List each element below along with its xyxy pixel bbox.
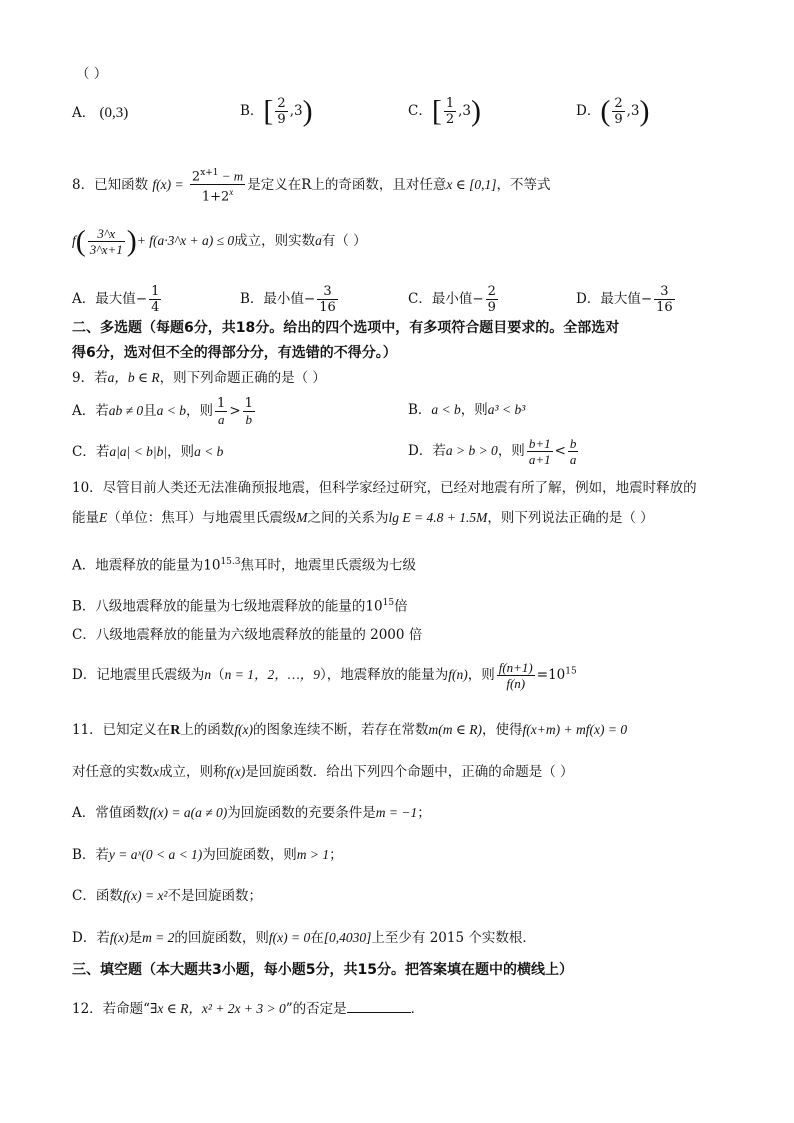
q8-option-c: C．最小值− $\frac{2}{9}$ [408,284,496,315]
q7-option-b: B．[ $\frac{2}{9}$ ,3) [240,94,313,128]
q9-stem: 9．若a，b ∈ R，则下列命题正确的是（ ） [72,370,326,386]
q10-option-b: B．八级地震释放的能量为七级地震释放的能量的$10^{15}$倍 [72,598,408,615]
q11-option-c: C．函数f(x) = x²不是回旋函数； [72,888,262,904]
q11-stem: 11．已知定义在R上的函数f(x)的图象连续不断，若存在常数m(m ∈ R)，使得f(x+m) + mf(x) = 0 [72,722,628,738]
q9-option-c: C．若a|a| < b|b|，则a < b [72,444,224,460]
section3-heading: 三、填空题（本大题共3小题，每小题5分，共15分。把答案填在题中的横线上） [72,962,573,978]
q11-stem-line2: 对任意的实数x成立，则称f(x)是回旋函数．给出下列四个命题中，正确的命题是（ ） [72,764,574,780]
q10-option-c: C．八级地震释放的能量为六级地震释放的能量的 2000 倍 [72,627,423,643]
q7-option-c: C．[ $\frac{1}{2}$ ,3) [408,94,482,128]
answer-blank[interactable] [347,998,411,1013]
section2-heading: 二、多选题（每题6分，共18分。给出的四个选项中，有多项符合题目要求的。全部选对 [72,320,620,336]
q10-option-a: A．地震释放的能量为$10^{15.3}$焦耳时，地震里氏震级为七级 [72,557,416,574]
q8-option-b: B．最小值− $\frac{3}{16}$ [240,284,336,315]
q10-stem-line2: 能量E（单位：焦耳）与地震里氏震级M之间的关系为lg E = 4.8 + 1.5M，则下列说法正确的是（ ） [72,510,654,526]
q9-option-a: A．若ab ≠ 0且a < b，则 $\frac{1}{a}$ > $\frac{1}{b}$ [72,396,253,427]
q9-option-b: B．a < b，则a³ < b³ [408,402,526,418]
q11-option-d: D．若f(x)是m = 2的回旋函数，则f(x) = 0在[0,4030]上至少有 2015 个实数根． [72,930,536,946]
q7-option-a: A． (0,3) [72,105,129,121]
q10-option-d: D．记地震里氏震级为n（n = 1，2，…，9），地震释放的能量为f(n)，则 $\frac{f(n+1)}{f(n)}$ $=10^{15}$ [72,660,577,691]
section2-heading-line2: 得6分，选对但不全的得部分分，有选错的不得分。） [72,345,397,361]
q11-option-b: B．若y = aˣ(0 < a < 1)为回旋函数，则m > 1； [72,847,343,863]
q8-option-d: D．最大值− $\frac{3}{16}$ [576,284,673,315]
q8-option-a: A．最大值− $\frac{1}{4}$ [72,284,160,315]
q12-stem: 12．若命题“∃x ∈ R，x² + 2x + 3 > 0”的否定是 ． [72,998,424,1019]
q11-option-a: A．常值函数f(x) = a(a ≠ 0)为回旋函数的充要条件是m = −1； [72,805,431,821]
q7-paren: （ ） [76,66,108,82]
q8-stem-line2: f( $\frac{3\^{}x}{3\^{}x+1}$ )+ f(a·3^x + a) ≤ 0成立，则实数a有（ ） [72,224,367,258]
q7-option-d: D．( $\frac{2}{9}$ ,3) [576,94,650,128]
q8-stem: 8．已知函数 f(x) = $\frac{2^{x+1} - m}{1+2^x}$ 是定义在R上的奇函数，且对任意x ∈ [0,1]，不等式 [72,168,551,205]
q10-stem: 10．尽管目前人类还无法准确预报地震，但科学家经过研究，已经对地震有所了解，例如，地震时释放的 [72,480,697,496]
q9-option-d: D．若a > b > 0，则 $\frac{b+1}{a+1}$ < $\frac{b}{a}$ [408,436,577,467]
